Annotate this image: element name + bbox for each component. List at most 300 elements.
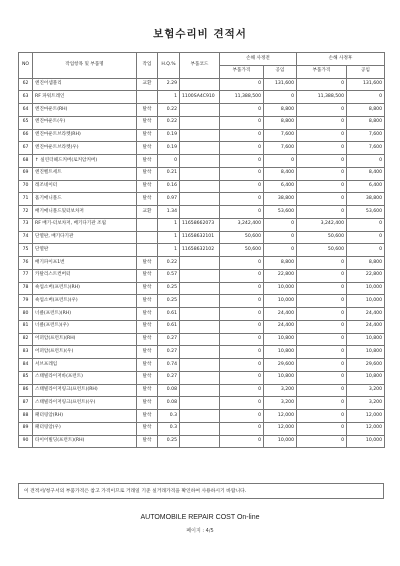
table-row [19,244,385,257]
cell-code: 11658662073 [180,218,220,231]
cell-no: 86 [19,384,33,397]
cell-code [180,384,220,397]
cell-item: RF 파워트레인 [33,91,137,104]
cell-hq: 0.22 [158,116,180,129]
header-before-price: 부품가격 [220,65,264,78]
cell-al: 8,800 [347,257,385,270]
cell-code [180,359,220,372]
cell-ap: 0 [297,435,347,448]
cell-work: 탈착 [137,308,158,321]
table-row [19,155,385,168]
cell-no: 63 [19,91,33,104]
cell-no: 83 [19,346,33,359]
cell-ap: 0 [297,371,347,384]
cell-code [180,180,220,193]
cell-no: 73 [19,218,33,231]
cell-bp: 50,600 [220,244,264,257]
cell-bl: 10,800 [264,371,297,384]
cell-al: 8,800 [347,116,385,129]
cell-bp: 0 [220,410,264,423]
cell-no: 87 [19,397,33,410]
cell-item: 어퍼암(프런트)(RH) [33,333,137,346]
cell-item: RF 배기-터보차저, 배기다기관 조립 [33,218,137,231]
cell-no: 74 [19,231,33,244]
cell-work: 탈착 [137,193,158,206]
cell-item: 너클(프런트)(RH) [33,308,137,321]
cell-work: 탈착 [137,397,158,410]
cell-hq: 0.27 [158,333,180,346]
cell-code [180,129,220,142]
cell-al: 10,000 [347,435,385,448]
cell-bp: 50,600 [220,231,264,244]
cell-al: 12,000 [347,410,385,423]
cell-ap: 0 [297,180,347,193]
cell-al: 0 [347,231,385,244]
cell-code [180,320,220,333]
table-row [19,359,385,372]
cell-no: 75 [19,244,33,257]
cell-work: 탈착 [137,422,158,435]
cell-al: 6,400 [347,180,385,193]
cell-hq: 0.27 [158,371,180,384]
header-no: NO [19,53,33,79]
cell-item: 배기매니폴드및터보차저 [33,206,137,219]
cell-bp: 0 [220,167,264,180]
cell-al: 8,800 [347,104,385,117]
cell-work: 탈착 [137,371,158,384]
cell-al: 8,400 [347,167,385,180]
cell-bl: 0 [264,244,297,257]
cell-item: 어퍼암(프런트)(우) [33,346,137,359]
cell-bp: 0 [220,129,264,142]
cell-al: 10,800 [347,333,385,346]
cell-ap: 0 [297,422,347,435]
cell-no: 65 [19,116,33,129]
cell-no: 66 [19,129,33,142]
cell-al: 3,200 [347,397,385,410]
table-row [19,104,385,117]
cell-work: 탈착 [137,435,158,448]
table-row [19,116,385,129]
cell-bl: 12,000 [264,410,297,423]
cell-no: 72 [19,206,33,219]
cell-item: 타이어빌딩(프런트)(RH) [33,435,137,448]
cell-ap: 50,600 [297,244,347,257]
cell-bl: 8,800 [264,104,297,117]
cell-ap: 0 [297,129,347,142]
cell-bp: 0 [220,359,264,372]
cell-work: 탈착 [137,129,158,142]
cell-bp: 0 [220,320,264,333]
cell-work: 탈착 [137,282,158,295]
cell-hq: 0.97 [158,193,180,206]
cell-ap: 0 [297,308,347,321]
cell-bl: 0 [264,91,297,104]
table-row [19,231,385,244]
cell-hq: 0.61 [158,320,180,333]
cell-code [180,308,220,321]
cell-work [137,91,158,104]
cell-code: 1100SA4C910 [180,91,220,104]
cell-item: 엔진마운트(RH) [33,104,137,117]
cell-bl: 7,600 [264,142,297,155]
cell-al: 24,400 [347,320,385,333]
cell-no: 76 [19,257,33,270]
cell-al: 0 [347,155,385,168]
cell-ap: 0 [297,257,347,270]
cell-work: 탈착 [137,104,158,117]
cell-bp: 0 [220,269,264,282]
cell-hq: 0.74 [158,359,180,372]
table-row [19,435,385,448]
cell-al: 0 [347,218,385,231]
cell-item: 패터링암(우) [33,422,137,435]
cell-work: 탈착 [137,155,158,168]
header-work: 작업 [137,53,158,79]
cell-no: 69 [19,167,33,180]
table-row [19,180,385,193]
page-number: 페이지 : 4/5 [186,528,214,534]
cell-al: 24,400 [347,308,385,321]
cell-item: 스태빌라이저링크(프런트)(우) [33,397,137,410]
cell-bl: 0 [264,155,297,168]
cell-work: 교환 [137,78,158,91]
cell-work [137,231,158,244]
cell-bl: 38,800 [264,193,297,206]
cell-ap: 0 [297,320,347,333]
cell-ap: 0 [297,167,347,180]
cell-hq: 0.3 [158,422,180,435]
cell-al: 12,000 [347,422,385,435]
cell-bp: 0 [220,206,264,219]
cell-code [180,346,220,359]
cell-hq: 0.22 [158,104,180,117]
cell-ap: 0 [297,269,347,282]
cell-work: 탈착 [137,269,158,282]
cell-bp: 3,242,400 [220,218,264,231]
header-item: 작업항목 및 부품명 [33,53,137,79]
table-row [19,91,385,104]
cell-bl: 0 [264,218,297,231]
cell-work: 탈착 [137,167,158,180]
cell-hq: 1 [158,244,180,257]
price-notice: 이 견적서/청구서의 부품가격은 참고 가격이므로 거래일 기준 실거래가격을 확인하여 사용하시기 바랍니다. [18,483,384,499]
cell-ap: 0 [297,346,347,359]
cell-ap: 0 [297,116,347,129]
cell-bp: 0 [220,257,264,270]
cell-bl: 10,800 [264,333,297,346]
cell-work [137,244,158,257]
cell-item: 엔진벨트세트 [33,167,137,180]
cell-no: 78 [19,282,33,295]
table-row [19,257,385,270]
cell-bl: 3,200 [264,397,297,410]
cell-work: 탈착 [137,116,158,129]
cell-bp: 0 [220,282,264,295]
cell-ap: 0 [297,410,347,423]
cell-work: 탈착 [137,359,158,372]
cell-work: 탈착 [137,333,158,346]
cell-bl: 8,400 [264,167,297,180]
cell-item: 서브프레임 [33,359,137,372]
cell-ap: 3,242,400 [297,218,347,231]
cell-bp: 0 [220,422,264,435]
cell-ap: 0 [297,78,347,91]
cell-item: 단열판, 배기다기관 [33,231,137,244]
cell-work: 탈착 [137,180,158,193]
cell-no: 70 [19,180,33,193]
table-row [19,142,385,155]
cell-bp: 0 [220,155,264,168]
cell-code [180,422,220,435]
table-row [19,371,385,384]
cell-bl: 8,800 [264,116,297,129]
table-row [19,346,385,359]
cell-hq: 0.3 [158,410,180,423]
header-after: 손해 사정후 [297,53,385,66]
cell-bl: 53,600 [264,206,297,219]
cell-al: 10,800 [347,371,385,384]
cell-no: 71 [19,193,33,206]
cell-hq: 0.25 [158,295,180,308]
cell-item: 단열판 [33,244,137,257]
cell-ap: 0 [297,155,347,168]
cell-al: 10,800 [347,346,385,359]
cell-al: 0 [347,244,385,257]
cell-code [180,333,220,346]
cell-hq: 2.29 [158,78,180,91]
cell-item: 카탈리스트컨버터 [33,269,137,282]
cell-bp: 0 [220,308,264,321]
cell-code [180,435,220,448]
cell-al: 53,600 [347,206,385,219]
cell-bp: 0 [220,346,264,359]
cell-al: 29,600 [347,359,385,372]
cell-work: 탈착 [137,346,158,359]
cell-code [180,257,220,270]
cell-bp: 0 [220,116,264,129]
cell-work: 탈착 [137,142,158,155]
cell-al: 7,600 [347,142,385,155]
cell-hq: 1 [158,231,180,244]
cell-al: 10,000 [347,282,385,295]
table-row [19,295,385,308]
table-row [19,78,385,91]
table-row [19,206,385,219]
cell-ap: 0 [297,193,347,206]
cell-al: 131,600 [347,78,385,91]
cell-bp: 0 [220,104,264,117]
cell-ap: 0 [297,359,347,372]
cell-bp: 0 [220,435,264,448]
cell-al: 3,200 [347,384,385,397]
table-row [19,410,385,423]
cell-no: 80 [19,308,33,321]
cell-work: 탈착 [137,295,158,308]
cell-item: 쇽업소버(프런트)(우) [33,295,137,308]
cell-code [180,167,220,180]
table-row [19,167,385,180]
header-code: 부품코드 [180,53,220,79]
cell-item: 엔진어셈블리 [33,78,137,91]
cell-item: 스태빌라이저바(프런트) [33,371,137,384]
cell-code [180,371,220,384]
header-after-labor: 공임 [347,65,385,78]
cell-ap: 11,388,500 [297,91,347,104]
cell-hq: 0.27 [158,346,180,359]
cell-no: 84 [19,359,33,372]
cell-code: 11658632101 [180,231,220,244]
cell-bl: 22,800 [264,269,297,282]
cell-bl: 24,400 [264,320,297,333]
table-row [19,218,385,231]
cell-work: 교환 [137,206,158,219]
cell-bp: 0 [220,397,264,410]
cell-bp: 0 [220,193,264,206]
cell-item: 패터링암(RH) [33,410,137,423]
cell-item: 스태빌라이저링크(프런트)(RH) [33,384,137,397]
cell-ap: 50,600 [297,231,347,244]
cell-hq: 0.25 [158,282,180,295]
cell-bl: 10,000 [264,295,297,308]
cell-bp: 0 [220,180,264,193]
cell-no: 81 [19,320,33,333]
cell-no: 82 [19,333,33,346]
cell-al: 10,000 [347,295,385,308]
cell-bp: 11,388,500 [220,91,264,104]
cell-bp: 0 [220,384,264,397]
cell-code [180,397,220,410]
cell-no: 89 [19,422,33,435]
cell-no: 64 [19,104,33,117]
table-header [19,53,385,79]
cell-bl: 10,800 [264,346,297,359]
table-row [19,282,385,295]
cell-hq: 0.25 [158,435,180,448]
cell-code [180,116,220,129]
estimate-table [18,52,385,448]
cell-hq: 0.22 [158,257,180,270]
cell-item: 쇽업소버(프런트)(RH) [33,282,137,295]
cell-item: 흡기매니폴드 [33,193,137,206]
cell-hq: 0.19 [158,129,180,142]
cell-bp: 0 [220,142,264,155]
cell-al: 7,600 [347,129,385,142]
cell-bp: 0 [220,333,264,346]
cell-bl: 0 [264,231,297,244]
cell-bl: 131,600 [264,78,297,91]
cell-code [180,104,220,117]
cell-bp: 0 [220,371,264,384]
cell-no: 88 [19,410,33,423]
cell-no: 90 [19,435,33,448]
cell-hq: 1 [158,218,180,231]
cell-ap: 0 [297,104,347,117]
cell-item: 배기파이프1번 [33,257,137,270]
cell-hq: 0.16 [158,180,180,193]
cell-code [180,206,220,219]
header-before: 손해 사정전 [220,53,297,66]
cell-work [137,218,158,231]
cell-code [180,193,220,206]
cell-item: ↑ 실린더헤드커버(로커암커버) [33,155,137,168]
cell-hq: 0.19 [158,142,180,155]
cell-no: 67 [19,142,33,155]
table-row [19,384,385,397]
cell-hq: 0.08 [158,384,180,397]
cell-item: 엔진마운트(우) [33,116,137,129]
cell-ap: 0 [297,295,347,308]
cell-hq: 0.57 [158,269,180,282]
table-row [19,308,385,321]
table-row [19,269,385,282]
cell-hq: 0.08 [158,397,180,410]
cell-hq: 1.34 [158,206,180,219]
cell-bl: 12,000 [264,422,297,435]
document-title: 보험수리비 견적서 [153,28,247,40]
cell-bl: 6,400 [264,180,297,193]
table-row [19,193,385,206]
cell-no: 77 [19,269,33,282]
table-row [19,397,385,410]
cell-item: 엔진마운트브라켓(우) [33,142,137,155]
cell-ap: 0 [297,282,347,295]
cell-al: 22,800 [347,269,385,282]
cell-bl: 8,800 [264,257,297,270]
cell-ap: 0 [297,384,347,397]
cell-work: 탈착 [137,410,158,423]
cell-code [180,142,220,155]
cell-al: 38,800 [347,193,385,206]
cell-item: 레조네이터 [33,180,137,193]
cell-bl: 10,000 [264,435,297,448]
cell-code [180,269,220,282]
table-row [19,320,385,333]
cell-hq: 0.61 [158,308,180,321]
cell-item: 엔진마운트브라켓(RH) [33,129,137,142]
table-body [19,78,385,448]
cell-work: 탈착 [137,257,158,270]
cell-code: 11658632102 [180,244,220,257]
cell-bp: 0 [220,78,264,91]
cell-bl: 24,400 [264,308,297,321]
cell-no: 68 [19,155,33,168]
cell-al: 0 [347,91,385,104]
cell-ap: 0 [297,206,347,219]
cell-item: 너클(프런트)(우) [33,320,137,333]
cell-ap: 0 [297,333,347,346]
cell-bl: 10,000 [264,282,297,295]
cell-work: 탈착 [137,320,158,333]
cell-code [180,282,220,295]
cell-no: 62 [19,78,33,91]
header-after-price: 부품가격 [297,65,347,78]
table-row [19,422,385,435]
header-hq: H.Q.% [158,53,180,79]
cell-ap: 0 [297,397,347,410]
table-row [19,333,385,346]
cell-work: 탈착 [137,384,158,397]
table-row [19,129,385,142]
cell-hq: 1 [158,91,180,104]
footer-brand: AUTOMOBILE REPAIR COST On-line [140,514,260,521]
cell-bp: 0 [220,295,264,308]
cell-bl: 7,600 [264,129,297,142]
cell-ap: 0 [297,142,347,155]
cell-code [180,155,220,168]
cell-bl: 29,600 [264,359,297,372]
cell-hq: 0.21 [158,167,180,180]
